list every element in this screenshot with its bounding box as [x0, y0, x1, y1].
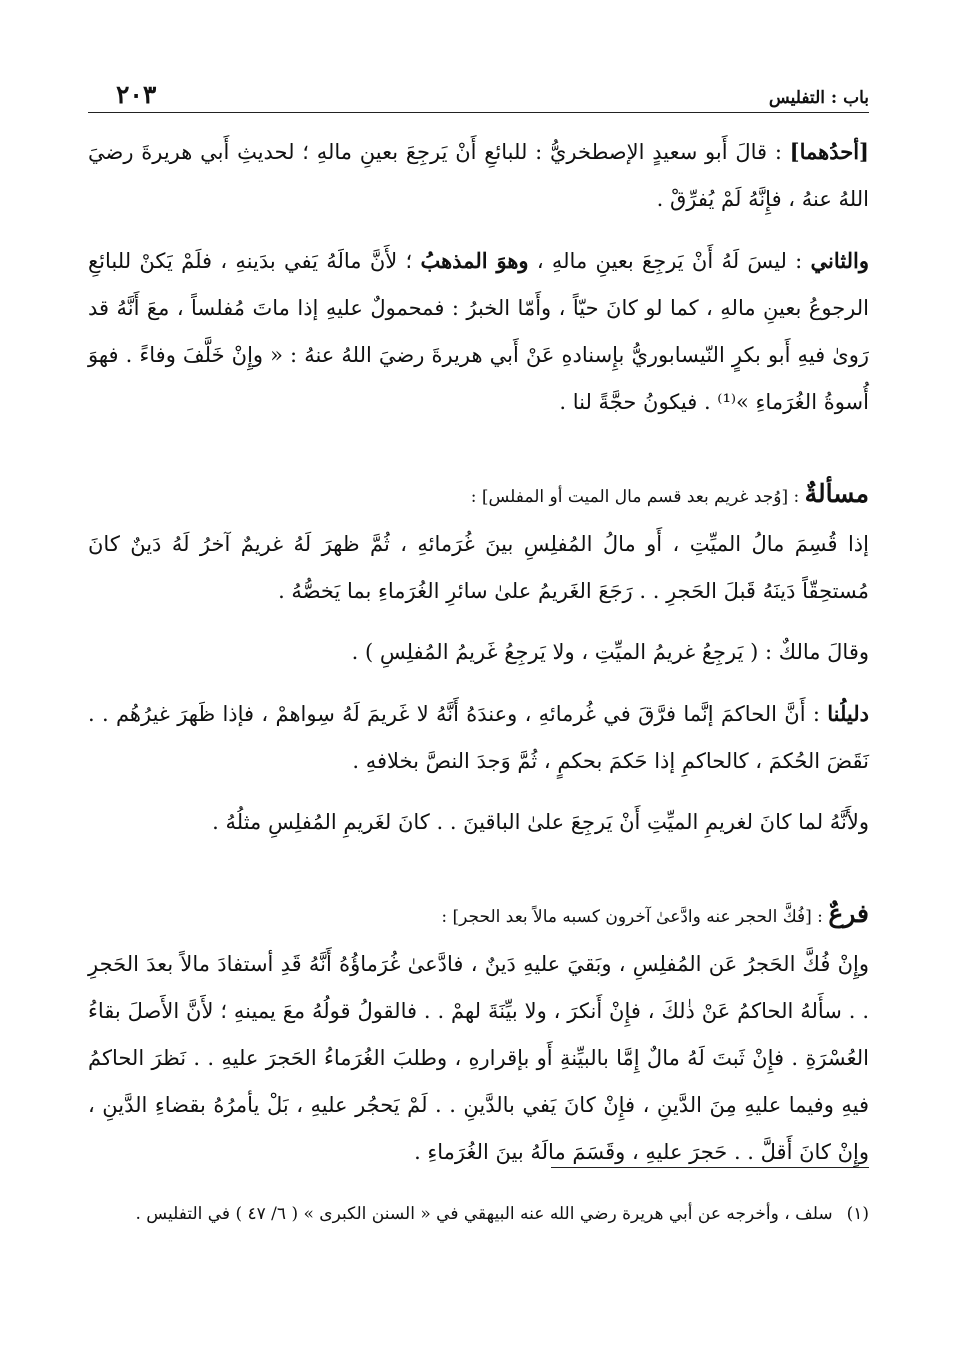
paragraph-far-ruling: وإِنْ فُكَّ الحَجرُ عَن المُفلِسِ ، وبَقيَ عليهِ دَينٌ ، فادَّعىٰ غُرَماؤُهُ أَنَّهُ قَدِ أستفادَ مالاً بعدَ الحَجرِ . . سأَلهُ الحاكمُ عَنْ ذٰلكَ ، فإِنْ أَنكرَ ، ولا بيِّنَةَ لهمْ . . فالقولُ قولُهُ معَ يمينهِ ؛ لأَنَّ الأَصلَ بقاءُ العُسْرَةِ . فإِنْ ثَبتَ لَهُ مالٌ إِمَّا بالبيِّنةِ أَو بإقرارهِ ، وطلبَ الغُرَماءُ الحَجرَ عليهِ . . نَظرَ الحاكمُ فيهِ وفيما عليهِ مِنَ الدَّينِ ، فإِنْ كانَ يَفي بالدَّينِ . . لَمْ يَحجُر عليهِ ، بَلْ يأمرُهُ بقضاءِ الدَّينِ ، وإِنْ كانَ أَقلَّ . . حَجرَ عليهِ ، وقَسَمَ مالَهُ بينَ الغُرَماءِ .: [88, 952, 869, 1164]
paragraph-second-opinion: [88, 237, 869, 426]
madhhab-label: وهوَ المذهبُ: [420, 248, 529, 273]
first-opinion-label: [أحدُهما]: [789, 139, 869, 164]
paragraph-malik-view: وقالَ مالكٌ : ( يَرجِعُ غريمُ الميِّتِ ، ولا يَرجِعُ غَريمُ المُفلِسِ ) .: [351, 640, 869, 664]
paragraph-masala-ruling: إذا قُسِمَ مالُ الميِّتِ ، أَو مالُ المُفلِسِ بينَ غُرَمائهِ ، ثُمَّ ظهرَ لَهُ غريمٌ آخرُ لَهُ دَينٌ كانَ مُستحِقّاً دَينَهُ قَبلَ الحَجرِ . . رَجَعَ الغَريمُ علىٰ سائرِ الغُرَماءِ بما يَخصُّهُ .: [88, 532, 869, 603]
footnote-divider: [551, 1167, 869, 1168]
main-text: [88, 128, 869, 1176]
footnote: [88, 1196, 869, 1232]
evidence-text: : أَنَّ الحاكمَ إنَّما فرَّقَ في غُرمائهِ ، وعندَهُ أَنَّهُ لا غَريمَ لَهُ سِواهمْ ، فإذا ظَهرَ غيرُهُم . . نَقَضَ الحُكمَ ، كالحاكمِ إذا حَكمَ بحكمٍ ، ثُمَّ وَجدَ النصَّ بخلافهِ .: [88, 702, 869, 773]
first-opinion-text: : قالَ أَبو سعيدٍ الإصطخريُّ : للبائعِ أَنْ يَرجِعَ بعينِ مالهِ ؛ لحديثِ أَبي هريرةَ رضيَ اللهُ عنهُ ، فإِنَّهُ لَمْ يُفرِّقْ .: [88, 140, 869, 211]
running-title: باب : التفليس: [768, 88, 869, 108]
far-heading: [88, 890, 869, 941]
masala-word: مسألةٌ: [804, 479, 869, 508]
paragraph-first-opinion: [88, 128, 869, 223]
second-opinion-text-a: : ليسَ لَهُ أَنْ يَرجِعَ بعينِ مالهِ ،: [528, 249, 811, 273]
far-title: : [فُكَّ الحجر عنه وادَّعىٰ آخرون كسبه مالاً بعد الحجر] :: [441, 907, 829, 927]
footnote-number: (١): [846, 1204, 869, 1224]
paragraph-analogy: ولأَنَّهُ لما كانَ لغريمِ الميِّتِ أَنْ يَرجِعَ علىٰ الباقينَ . . كانَ لغَريمِ المُفلِسِ مثلُهُ .: [212, 810, 869, 834]
masala-heading: [88, 470, 869, 521]
paragraph-evidence: [88, 690, 869, 785]
page-number: ٢٠٣: [116, 80, 157, 109]
second-opinion-label: والثاني: [810, 248, 870, 273]
masala-title: : [وُجد غريم بعد قسم مال الميت أو المفلس] :: [470, 487, 805, 507]
page-header: [88, 80, 869, 113]
footnote-text: سلف ، وأخرجه عن أبي هريرة رضي الله عنه البيهقي في « السنن الكبرى » ( ٦/ ٤٧ ) في التفليس .: [135, 1204, 833, 1224]
second-opinion-text-b: ؛ لأَنَّ مالَهُ يَفي بدَينهِ ، فلَمْ يَكنْ للبائعِ الرجوعُ بعينِ مالهِ ، كما لو كانَ حيّاً ، وأَمّا الخبرُ : فمحمولٌ عليهِ إذا ماتَ مُفلساً ، معَ أَنَّهُ قد رَوىٰ فيهِ أَبو بكرٍ النّيسابوريُّ بإِسنادهِ عَنْ أَبي هريرةَ رضيَ اللهُ عنهُ : « وإِنْ خَلَّفَ وفاءً . فهوَ أُسوةُ الغُرَماءِ »⁽¹⁾ . فيكونُ حجَّةً لنا .: [88, 249, 869, 414]
evidence-label: دليلُنا: [827, 701, 869, 726]
far-word: فرعٌ: [828, 899, 869, 928]
